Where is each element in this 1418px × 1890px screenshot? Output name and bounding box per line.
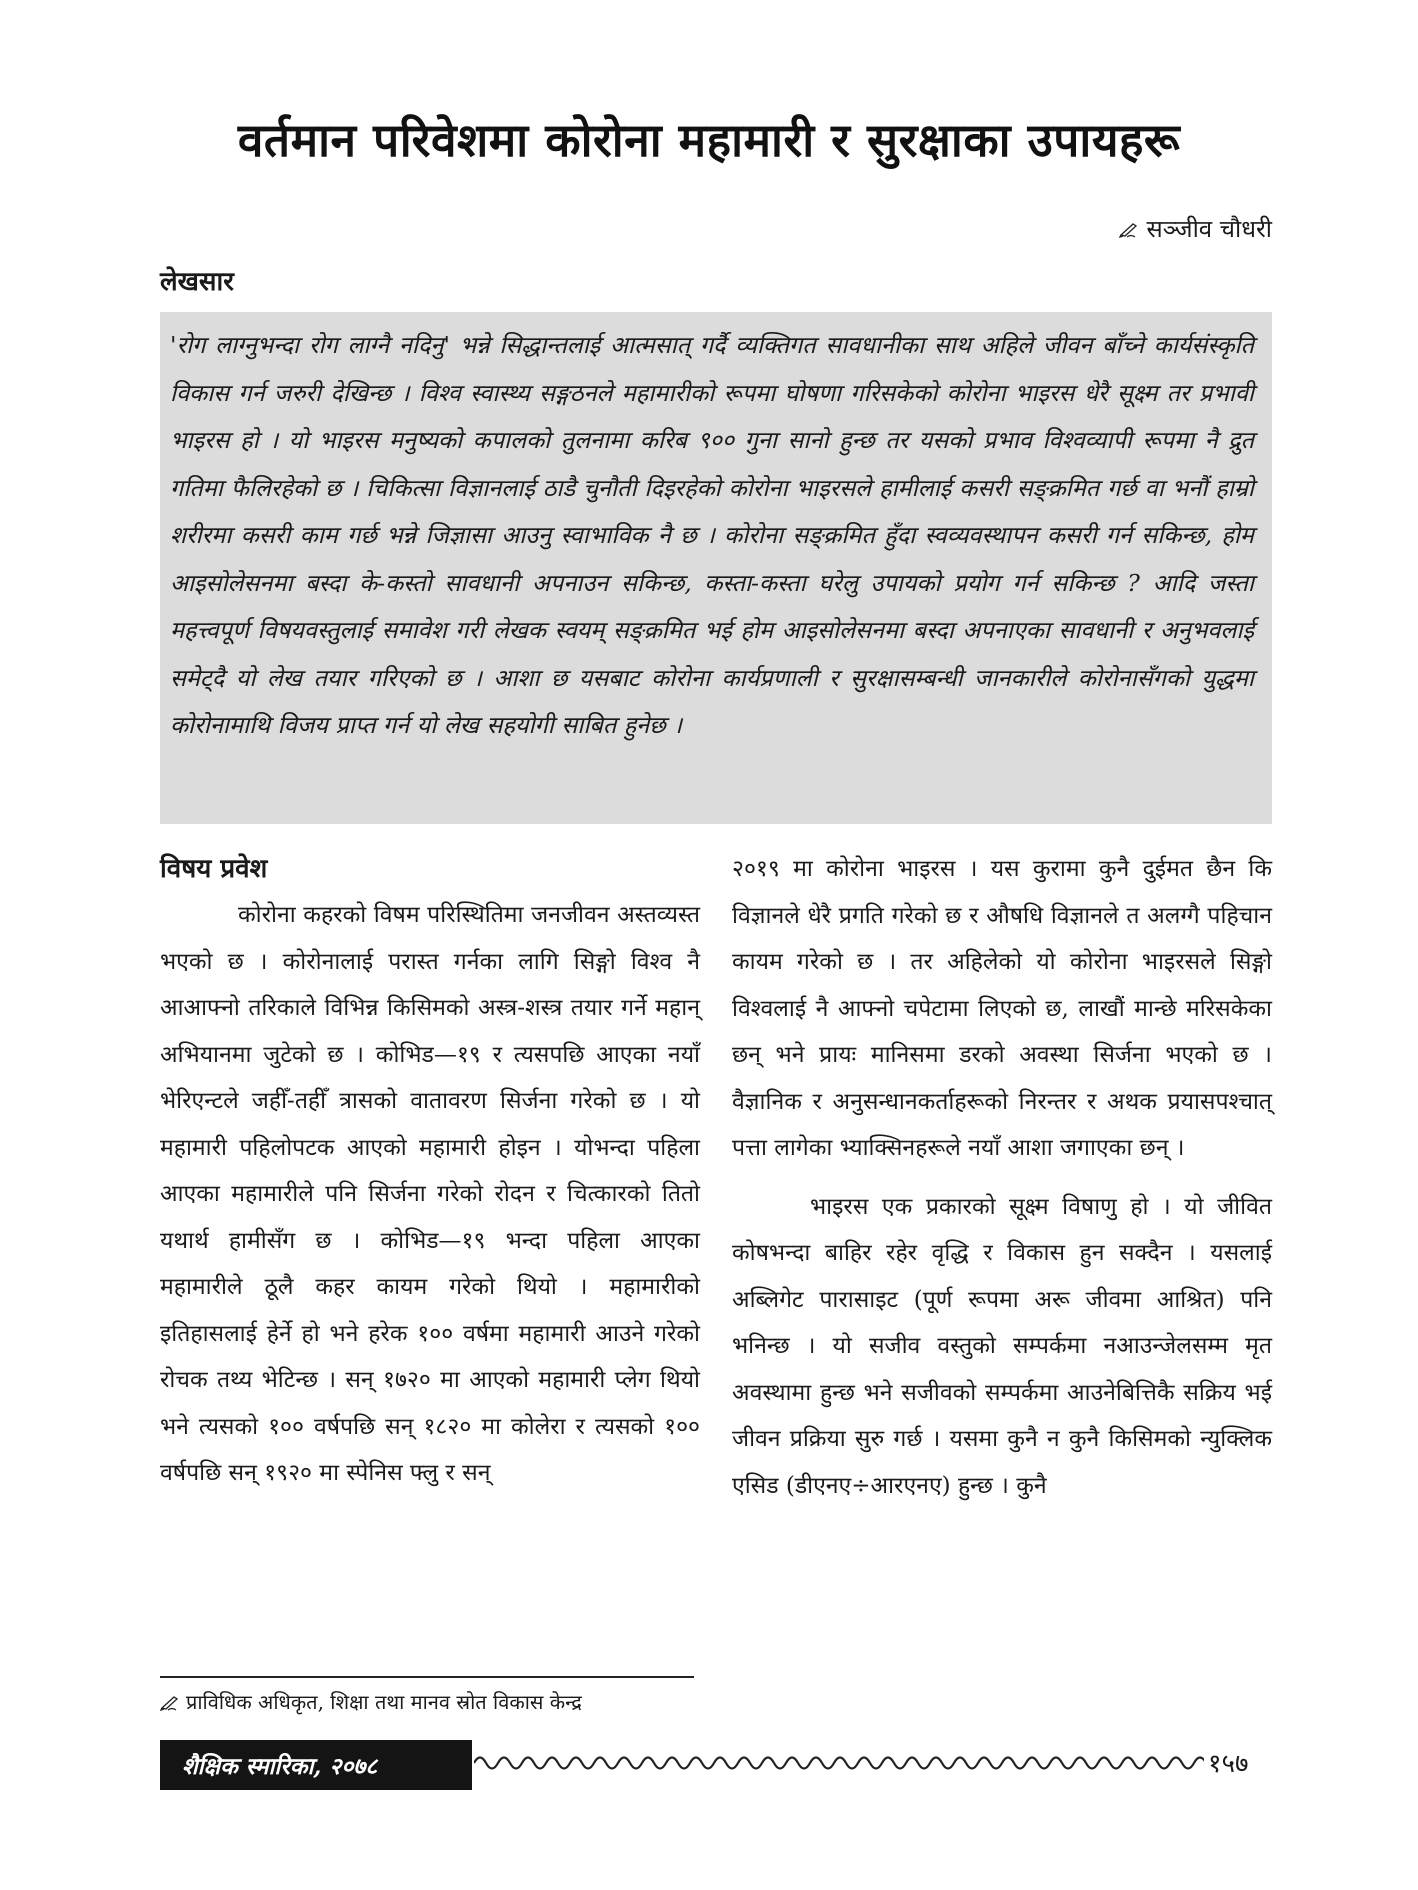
abstract-text: 'रोग लाग्नुभन्दा रोग लाग्नै नदिनु' भन्ने सिद्धान्तलाई आत्मसात् गर्दै व्यक्तिगत सावधानीका साथ अहिले जीवन बाँच्ने कार्यसंस्कृति विकास गर्न जरुरी देखिन्छ । विश्व स्वास्थ्य सङ्गठनले महामारीको रूपमा घोषणा गरिसकेको कोरोना भाइरस धेरै सूक्ष्म तर प्रभावी भाइरस हो । यो भाइरस मनुष्यको कपालको तुलनामा करिब ९०० गुना सानो हुन्छ तर यसको प्रभाव विश्वव्यापी रूपमा नै द्रुत गतिमा फैलिरहेको छ । चिकित्सा विज्ञानलाई ठाडै चुनौती दिइरहेको कोरोना भाइरसले हामीलाई कसरी सङ्क्रमित गर्छ वा भनौं हाम्रो शरीरमा कसरी काम गर्छ भन्ने जिज्ञासा आउनु स्वाभाविक नै छ । कोरोना सङ्क्रमित हुँदा स्वव्यवस्थापन कसरी गर्न सकिन्छ, होम आइसोलेसनमा बस्दा के-कस्तो सावधानी अपनाउन सकिन्छ, कस्ता-कस्ता घरेलु उपायको प्रयोग गर्न सकिन्छ ? आदि जस्ता महत्त्वपूर्ण विषयवस्तुलाई समावेश गरी लेखक स्वयम् सङ्क्रमित भई होम आइसोलेसनमा बस्दा अपनाएका सावधानी र अनुभवलाई समेट्दै यो लेख तयार गरिएको छ । आशा छ यसबाट कोरोना कार्यप्रणाली र सुरक्षासम्बन्धी जानकारीले कोरोनासँगको युद्धमा कोरोनामाथि विजय प्राप्त गर्न यो लेख सहयोगी साबित हुनेछ । — [170, 331, 1254, 739]
footnote-divider — [160, 1676, 694, 1678]
abstract-heading: लेखसार — [160, 267, 234, 297]
pen-icon — [160, 1693, 182, 1711]
abstract-box — [160, 312, 1272, 824]
pen-icon — [1119, 220, 1141, 238]
footer-wave-divider — [474, 1748, 1204, 1778]
left-column — [160, 846, 700, 1497]
author-line — [1119, 212, 1272, 245]
right-column — [732, 846, 1272, 1509]
author-name: सञ्जीव चौधरी — [1146, 215, 1272, 243]
page-number: १५७ — [1208, 1749, 1249, 1779]
footnote-text: प्राविधिक अधिकृत, शिक्षा तथा मानव स्रोत विकास केन्द्र — [186, 1690, 582, 1714]
body-paragraph: २०१९ मा कोरोना भाइरस । यस कुरामा कुनै दुईमत छैन कि विज्ञानले धेरै प्रगति गरेको छ र औषधि विज्ञानले त अलग्गै पहिचान कायम गरेको छ । तर अहिलेको यो कोरोना भाइरसले सिङ्गो विश्वलाई नै आफ्नो चपेटामा लिएको छ, लाखौं मान्छे मरिसकेका छन् भने प्रायः मानिसमा डरको अवस्था सिर्जना भएको छ । वैज्ञानिक र अनुसन्धानकर्ताहरूको निरन्तर र अथक प्रयासपश्चात् पत्ता लागेका भ्याक्सिनहरूले नयाँ आशा जगाएका छन् । — [732, 856, 1272, 1161]
section-heading: विषय प्रवेश — [160, 854, 268, 884]
article-title: वर्तमान परिवेशमा कोरोना महामारी र सुरक्षाका उपायहरू — [237, 113, 1181, 167]
body-paragraph: कोरोना कहरको विषम परिस्थितिमा जनजीवन अस्तव्यस्त भएको छ । कोरोनालाई परास्त गर्नका लागि सिङ्गो विश्व नै आआफ्नो तरिकाले विभिन्न किसिमको अस्त्र-शस्त्र तयार गर्ने महान् अभियानमा जुटेको छ । कोभिड—१९ र त्यसपछि आएका नयाँ भेरिएन्टले जहीँ-तहीँ त्रासको वातावरण सिर्जना गरेको छ । यो महामारी पहिलोपटक आएको महामारी होइन । योभन्दा पहिला आएका महामारीले पनि सिर्जना गरेको रोदन र चित्कारको तितो यथार्थ हामीसँग छ । कोभिड—१९ भन्दा पहिला आएका महामारीले ठूलै कहर कायम गरेको थियो । महामारीको इतिहासलाई हेर्ने हो भने हरेक १०० वर्षमा महामारी आउने गरेको रोचक तथ्य भेटिन्छ । सन् १७२० मा आएको महामारी प्लेग थियो भने त्यसको १०० वर्षपछि सन् १८२० मा कोलेरा र त्यसको १०० वर्षपछि सन् १९२० मा स्पेनिस फ्लु र सन् — [160, 902, 700, 1486]
footnote — [160, 1688, 582, 1715]
footer-publication: शैक्षिक स्मारिका, २०७८ — [160, 1740, 472, 1790]
body-paragraph: भाइरस एक प्रकारको सूक्ष्म विषाणु हो । यो जीवित कोषभन्दा बाहिर रहेर वृद्धि र विकास हुन सक्दैन । यसलाई अब्लिगेट पारासाइट (पूर्ण रूपमा अरू जीवमा आश्रित) पनि भनिन्छ । यो सजीव वस्तुको सम्पर्कमा नआउन्जेलसम्म मृत अवस्थामा हुन्छ भने सजीवको सम्पर्कमा आउनेबित्तिकै सक्रिय भई जीवन प्रक्रिया सुरु गर्छ । यसमा कुनै न कुनै किसिमको न्युक्लिक एसिड (डीएनए÷आरएनए) हुन्छ । कुनै — [732, 1193, 1272, 1499]
